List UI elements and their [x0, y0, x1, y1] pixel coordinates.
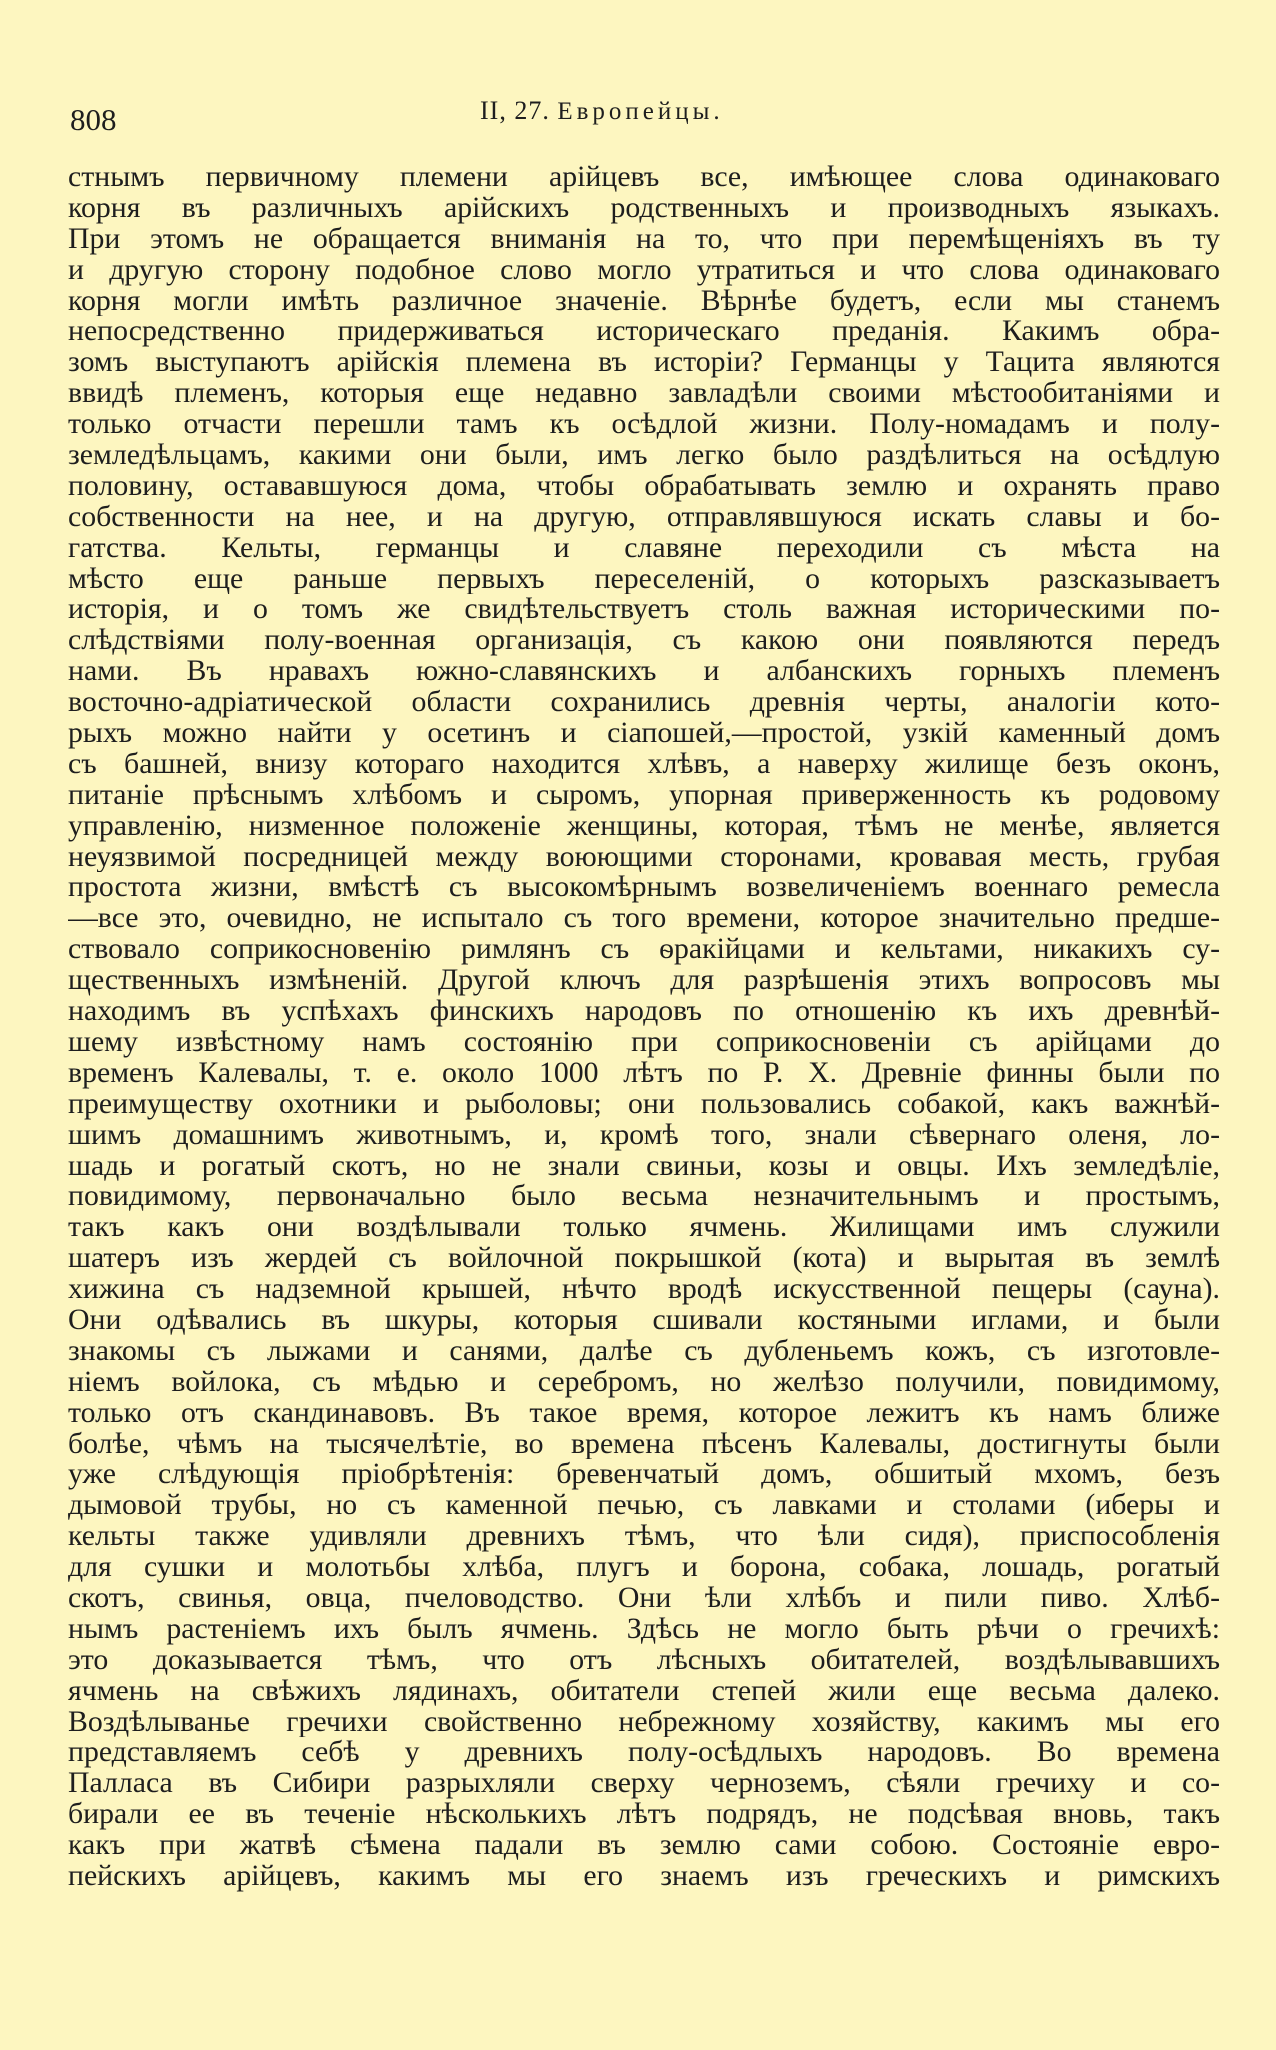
section-number: II, 27. — [480, 96, 550, 125]
text-line: мѣсто еще раньше первыхъ переселеній, о которыхъ разсказываетъ — [68, 563, 1220, 595]
text-line: питаніе прѣснымъ хлѣбомъ и сыромъ, упорная приверженность къ родовому — [68, 779, 1220, 811]
text-line: находимъ въ успѣхахъ финскихъ народовъ по отношенію къ ихъ древнѣй- — [68, 996, 1220, 1027]
text-line: шимъ домашнимъ животнымъ, и, кромѣ того, знали сѣвернаго оленя, ло- — [68, 1119, 1220, 1151]
text-line: повидимому, первоначально было весьма незначительнымъ и простымъ, — [68, 1181, 1220, 1213]
chapter-title: Европейцы. — [557, 98, 724, 125]
text-line: нымъ растеніемъ ихъ былъ ячмень. Здѣсь не могло быть рѣчи о гречихѣ: — [68, 1613, 1220, 1645]
text-line: шатеръ изъ жердей съ войлочной покрышкой (кота) и вырытая въ землѣ — [68, 1243, 1220, 1275]
text-line: дымовой трубы, но съ каменной печью, съ лавками и столами (иберы и — [68, 1490, 1220, 1522]
text-line: непосредственно придерживаться историческаго преданія. Какимъ обра- — [68, 316, 1220, 348]
text-line: Они одѣвались въ шкуры, которыя сшивали костяными иглами, и были — [68, 1304, 1220, 1336]
text-line: ніемъ войлока, съ мѣдью и серебромъ, но желѣзо получили, повидимому, — [68, 1366, 1220, 1398]
text-line: собственности на нее, и на другую, отправлявшуюся искать славы и бо- — [68, 501, 1220, 533]
page-number: 808 — [70, 102, 117, 137]
text-line: простота жизни, вмѣстѣ съ высокомѣрнымъ возвеличеніемъ военнаго ремесла — [68, 872, 1220, 904]
text-line: преимуществу охотники и рыболовы; они пользовались собакой, какъ важнѣй- — [68, 1088, 1220, 1120]
text-line: Воздѣлыванье гречихи свойственно небрежному хозяйству, какимъ мы его — [68, 1706, 1220, 1738]
text-line: шадь и рогатый скотъ, но не знали свиньи, козы и овцы. Ихъ земледѣліе, — [68, 1150, 1220, 1182]
text-line: только отчасти перешли тамъ къ осѣдлой жизни. Полу-номадамъ и полу- — [68, 409, 1220, 441]
text-line: это доказывается тѣмъ, что отъ лѣсныхъ обитателей, воздѣлывавшихъ — [68, 1644, 1220, 1676]
text-line: болѣе, чѣмъ на тысячелѣтіе, во времена пѣсенъ Калевалы, достигнуты были — [68, 1428, 1220, 1460]
page-header — [70, 96, 1220, 136]
text-line: восточно-адріатической области сохранились древнія черты, аналогіи кото- — [68, 687, 1220, 719]
text-line: половину, остававшуюся дома, чтобы обрабатывать землю и охранять право — [68, 470, 1220, 502]
running-head — [480, 96, 724, 126]
text-line: гатства. Кельты, германцы и славяне переходили съ мѣста на — [68, 532, 1220, 564]
text-line: для сушки и молотьбы хлѣба, плугъ и борона, собака, лошадь, рогатый — [68, 1552, 1220, 1583]
text-line: уже слѣдующія пріобрѣтенія: бревенчатый домъ, обшитый мхомъ, безъ — [68, 1459, 1220, 1491]
text-line: ствовало соприкосновенію римлянъ съ ѳракійцами и кельтами, никакихъ су- — [68, 934, 1220, 966]
text-line: управленію, низменное положеніе женщины, которая, тѣмъ не менѣе, является — [68, 810, 1220, 842]
text-line: земледѣльцамъ, какими они были, имъ легко было раздѣлиться на осѣдлую — [68, 440, 1220, 471]
body-text — [68, 162, 1220, 1892]
text-line: Палласа въ Сибири разрыхляли сверху черноземъ, сѣяли гречиху и со- — [68, 1768, 1220, 1800]
text-line: пейскихъ арійцевъ, какимъ мы его знаемъ изъ греческихъ и римскихъ — [68, 1860, 1220, 1892]
text-line: только отъ скандинавовъ. Въ такое время, которое лежитъ къ намъ ближе — [68, 1397, 1220, 1429]
text-line: шему извѣстному намъ состоянію при соприкосновеніи съ арійцами до — [68, 1026, 1220, 1058]
text-line: такъ какъ они воздѣлывали только ячмень. Жилищами имъ служили — [68, 1212, 1220, 1244]
text-line: —все это, очевидно, не испытало съ того времени, которое значительно предше- — [68, 903, 1220, 935]
text-line: При этомъ не обращается вниманія на то, что при перемѣщеніяхъ въ ту — [68, 223, 1220, 255]
text-line: хижина съ надземной крышей, нѣчто вродѣ искусственной пещеры (сауна). — [68, 1274, 1220, 1305]
text-line: неуязвимой посредницей между воюющими сторонами, кровавая месть, грубая — [68, 841, 1220, 873]
text-line: рыхъ можно найти у осетинъ и сіапошей,—простой, узкій каменный домъ — [68, 718, 1220, 749]
text-line: зомъ выступаютъ арійскія племена въ исторіи? Германцы у Тацита являются — [68, 347, 1220, 379]
text-line: корня въ различныхъ арійскихъ родственныхъ и производныхъ языкахъ. — [68, 192, 1220, 224]
text-line: корня могли имѣть различное значеніе. Вѣрнѣе будетъ, если мы станемъ — [68, 285, 1220, 317]
text-line: ячмень на свѣжихъ лядинахъ, обитатели степей жили еще весьма далеко. — [68, 1675, 1220, 1707]
text-line: какъ при жатвѣ сѣмена падали въ землю сами собою. Состояніе евро- — [68, 1830, 1220, 1861]
text-line: и другую сторону подобное слово могло утратиться и что слова одинаковаго — [68, 254, 1220, 286]
text-line: стнымъ первичному племени арійцевъ все, имѣющее слова одинаковаго — [68, 162, 1220, 193]
text-line: временъ Калевалы, т. е. около 1000 лѣтъ по Р. Х. Древніе финны были по — [68, 1057, 1220, 1089]
text-line: знакомы съ лыжами и санями, далѣе съ дубленьемъ кожъ, съ изготовле- — [68, 1335, 1220, 1367]
text-line: исторія, и о томъ же свидѣтельствуетъ столь важная историческими по- — [68, 594, 1220, 626]
text-line: съ башней, внизу котораго находится хлѣвъ, а наверху жилище безъ оконъ, — [68, 748, 1220, 780]
text-line: представляемъ себѣ у древнихъ полу-осѣдлыхъ народовъ. Во времена — [68, 1737, 1220, 1769]
text-line: щественныхъ измѣненій. Другой ключъ для разрѣшенія этихъ вопросовъ мы — [68, 965, 1220, 997]
text-line: ввидѣ племенъ, которыя еще недавно завладѣли своими мѣстообитаніями и — [68, 378, 1220, 410]
text-line: нами. Въ нравахъ южно-славянскихъ и албанскихъ горныхъ племенъ — [68, 656, 1220, 688]
text-line: скотъ, свинья, овца, пчеловодство. Они ѣли хлѣбъ и пили пиво. Хлѣб- — [68, 1582, 1220, 1614]
text-line: бирали ее въ теченіе нѣсколькихъ лѣтъ подрядъ, не подсѣвая вновь, такъ — [68, 1799, 1220, 1831]
text-line: кельты также удивляли древнихъ тѣмъ, что ѣли сидя), приспособленія — [68, 1521, 1220, 1553]
text-line: слѣдствіями полу-военная организація, съ какою они появляются передъ — [68, 625, 1220, 657]
